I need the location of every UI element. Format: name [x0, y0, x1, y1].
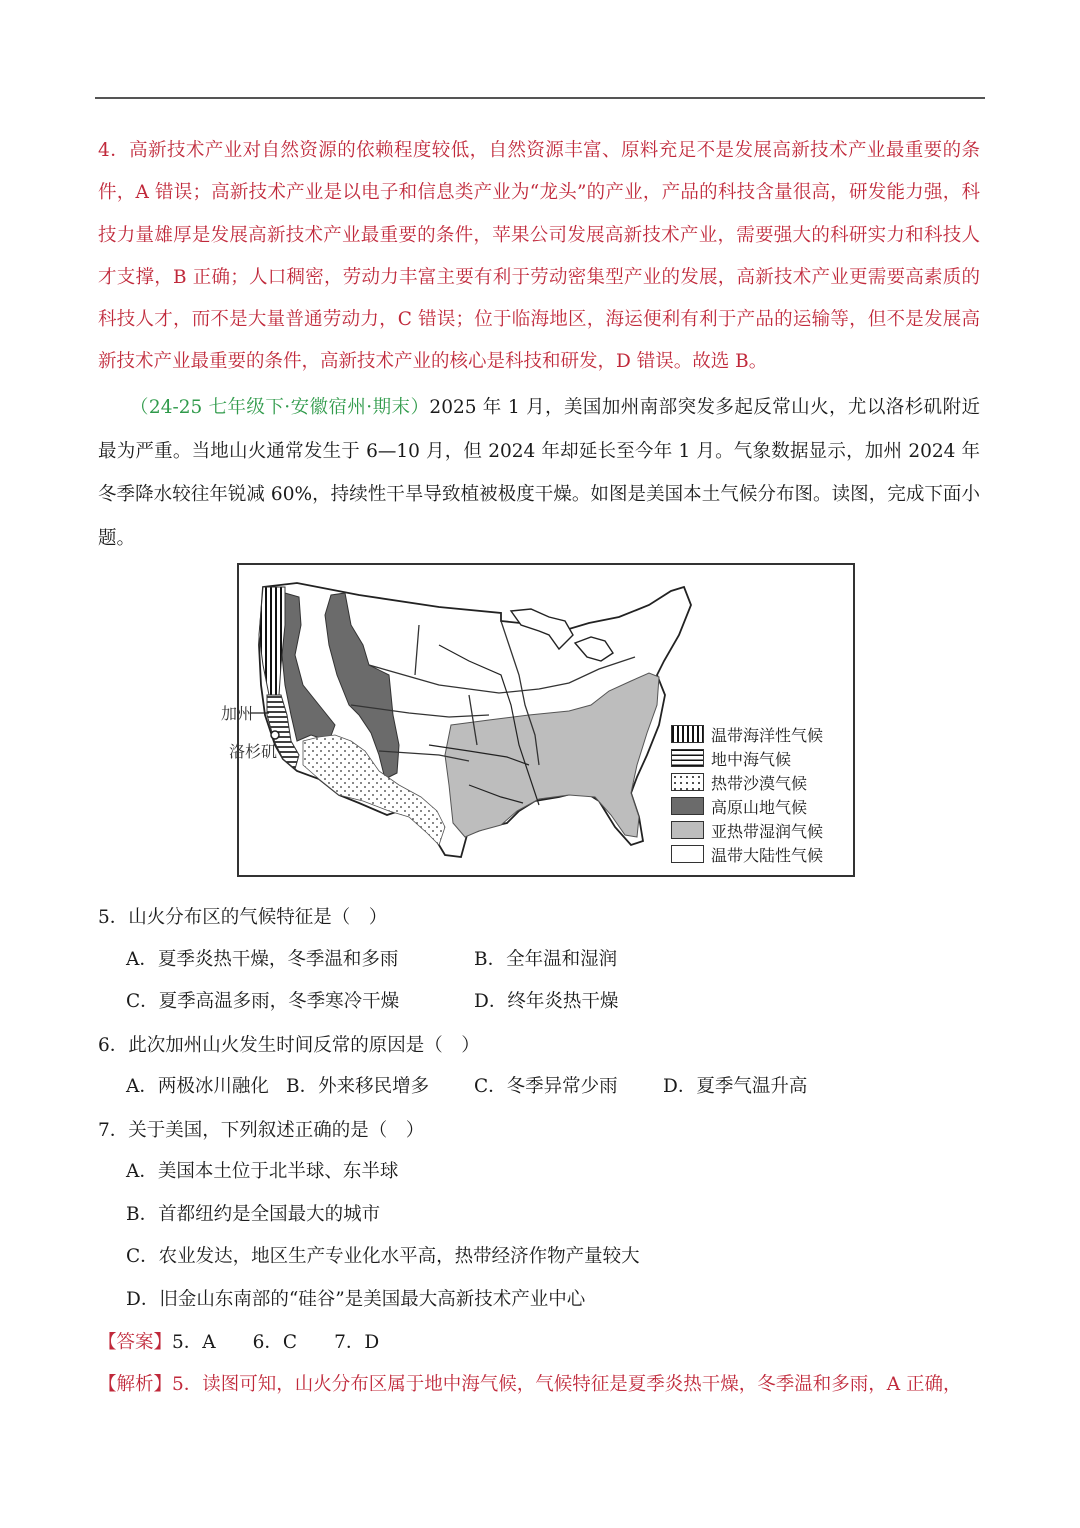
legend-label: 亚热带湿润气候 [711, 821, 824, 841]
question-6-option-d: D．夏季气温升高 [663, 1076, 808, 1097]
legend-label: 地中海气候 [711, 749, 792, 769]
question-5-option-a: A．夏季炎热干燥，冬季温和多雨 [126, 949, 399, 970]
legend-label: 高原山地气候 [711, 797, 808, 817]
legend-swatch-dark-gray [671, 797, 704, 815]
question-source: （24-25 七年级下·安徽宿州·期末） [130, 397, 430, 418]
legend-item-mediterranean [671, 747, 791, 769]
analysis-tag: 【解析】 [98, 1374, 173, 1395]
legend-item-highland [671, 795, 807, 817]
answer-tag: 【答案】 [98, 1332, 173, 1353]
question-intro-text: 2025 年 1 月，美国加州南部突发多起反常山火，尤以洛杉矶附近最为严重。当地山火通常发生于 6—10 月，但 2024 年却延长至今年 1 月。气象数据显示，加州 2024 年冬季降水较往年锐减 60%，持续性干旱导致植被极度干燥。如图是美国本土气候分布图。读图，完成下面小题。 [98, 397, 980, 549]
question-7-stem: 7．关于美国，下列叙述正确的是（ ） [98, 1120, 425, 1141]
legend-item-subtropical [671, 819, 823, 841]
legend-swatch-dots [671, 773, 704, 791]
analysis-line [98, 1370, 962, 1396]
question-5-option-d: D．终年炎热干燥 [474, 991, 619, 1012]
legend-item-continental [671, 843, 823, 865]
legend-swatch-light-gray [671, 821, 704, 839]
question-5-option-b: B．全年温和湿润 [474, 949, 618, 970]
answer-text: 5．A 6．C 7．D [172, 1332, 380, 1353]
question-5-option-c: C．夏季高温多雨，冬季寒冷干燥 [126, 991, 400, 1012]
question-5-stem: 5．山火分布区的气候特征是（ ） [98, 907, 388, 928]
question-7-option-c: C．农业发达，地区生产专业化水平高，热带经济作物产量较大 [126, 1246, 640, 1267]
question-7-option-b: B．首都纽约是全国最大的城市 [126, 1204, 381, 1225]
legend-label: 温带海洋性气候 [711, 725, 824, 745]
legend-swatch-horizontal-lines [671, 749, 704, 767]
legend-swatch-vertical-lines [671, 725, 704, 743]
legend-item-desert [671, 771, 807, 793]
los-angeles-dot [271, 731, 279, 739]
los-angeles-label: 洛杉矶 [229, 742, 278, 761]
answer-line [98, 1328, 379, 1354]
legend-swatch-white [671, 845, 704, 863]
question-6-option-a: A．两极冰川融化 [126, 1076, 269, 1097]
legend-label: 温带大陆性气候 [711, 845, 824, 865]
top-rule [95, 97, 985, 99]
explanation-4: 4．高新技术产业对自然资源的依赖程度较低，自然资源丰富、原料充足不是发展高新技术产业最重要的条件，A 错误；高新技术产业是以电子和信息类产业为“龙头”的产业，产品的科技含量很高，研发能力强，科技力量雄厚是发展高新技术产业最重要的条件，苹果公司发展高新技术产业，需要强大的科研实力和科技人才支撑，B 正确；人口稠密，劳动力丰富主要有利于劳动密集型产业的发展，高新技术产业更需要高素质的科技人才，而不是大量普通劳动力，C 错误；位于临海地区，海运便利有利于产品的运输等，但不是发展高新技术产业最重要的条件，高新技术产业的核心是科技和研发，D 错误。故选 B。 [98, 140, 980, 373]
california-label: 加州 [221, 704, 254, 723]
legend-item-marine [671, 723, 823, 745]
question-6-option-c: C．冬季异常少雨 [474, 1076, 618, 1097]
question-7-option-a: A．美国本土位于北半球、东半球 [126, 1161, 399, 1182]
us-climate-map [221, 563, 855, 877]
question-7-option-d: D．旧金山东南部的“硅谷”是美国最大高新技术产业中心 [126, 1289, 586, 1310]
question-6-option-b: B．外来移民增多 [286, 1076, 430, 1097]
question-intro [98, 386, 980, 560]
legend-label: 热带沙漠气候 [711, 773, 808, 793]
question-6-stem: 6．此次加州山火发生时间反常的原因是（ ） [98, 1035, 480, 1056]
analysis-text: 5．读图可知，山火分布区属于地中海气候，气候特征是夏季炎热干燥，冬季温和多雨，A 正确， [172, 1374, 962, 1395]
